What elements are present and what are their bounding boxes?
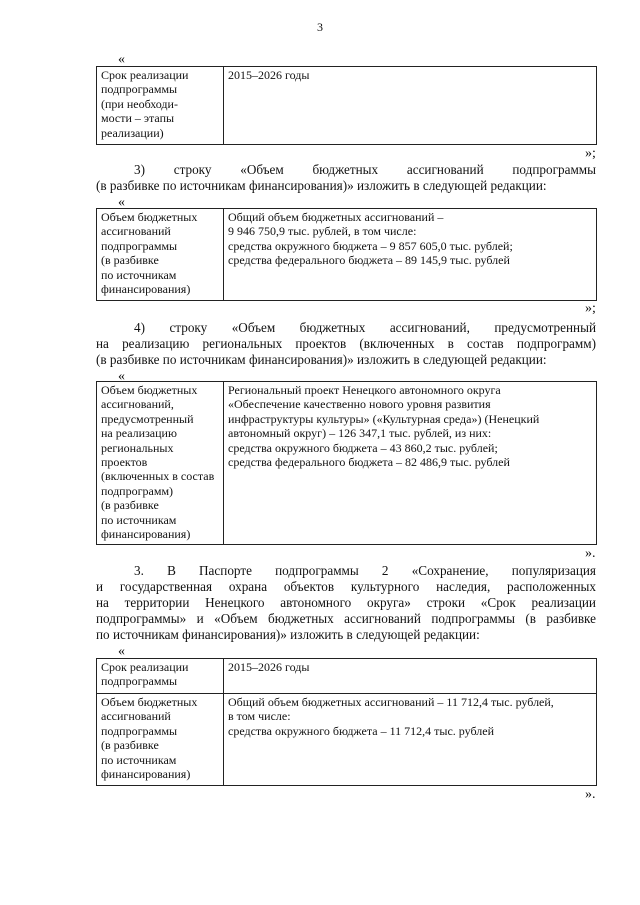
table-cell-label: Срок реализации подпрограммы [97,659,224,694]
table-row [97,694,597,786]
table-cell-label: Срок реализации подпрограммы (при необходи- мости – этапы реализации) [97,67,224,145]
paragraph-item-3-passport: 3. В Паспорте подпрограммы 2 «Сохранение, популяризация и государственная охрана объектов культурного наследия, расположенных на территории Ненецкого автономного округа» строки «Срок реализации подпрограммы» и «Объем бюджетных ассигнований подпрограммы (в разбивке по источникам финансирования)» изложить в следующей редакции: [96,563,596,642]
open-quote: « [118,52,125,67]
close-quote: »; [585,146,596,161]
table-term [96,66,597,145]
open-quote: « [118,644,125,659]
close-quote: »; [585,301,596,316]
page-number: 3 [317,20,323,34]
table-cell-value: 2015–2026 годы [224,67,597,145]
table-cell-value: Общий объем бюджетных ассигнований – 9 946 750,9 тыс. рублей, в том числе: средства окружного бюджета – 9 857 605,0 тыс. рублей; средства федерального бюджета – 89 145,9 тыс. рублей [224,209,597,301]
paragraph-item-3: 3) строку «Объем бюджетных ассигнований подпрограммы (в разбивке по источникам финансирования)» изложить в следующей редакции: [96,162,596,193]
open-quote: « [118,369,125,384]
close-quote: ». [585,787,596,802]
table-row [97,209,597,301]
table-subprogram-2 [96,658,597,786]
open-quote: « [118,195,125,210]
table-budget [96,208,597,301]
table-regional-projects [96,381,597,545]
table-cell-value: 2015–2026 годы [224,659,597,694]
table-row [97,67,597,145]
table-cell-label: Объем бюджетных ассигнований, предусмотренный на реализацию региональных проектов (включенных в состав подпрограмм) (в разбивке по источникам финансирования) [97,382,224,545]
table-cell-label: Объем бюджетных ассигнований подпрограммы (в разбивке по источникам финансирования) [97,209,224,301]
table-cell-label: Объем бюджетных ассигнований подпрограммы (в разбивке по источникам финансирования) [97,694,224,786]
table-row [97,659,597,694]
table-cell-value: Региональный проект Ненецкого автономного округа «Обеспечение качественно нового уровня развития инфраструктуры культуры» («Культурная среда») (Ненецкий автономный округ) – 126 347,1 тыс. рублей, из них: средства окружного бюджета – 43 860,2 тыс. рублей; средства федерального бюджета – 82 486,9 тыс. рублей [224,382,597,545]
table-row [97,382,597,545]
paragraph-item-4: 4) строку «Объем бюджетных ассигнований, предусмотренный на реализацию региональных проектов (включенных в состав подпрограмм) (в разбивке по источникам финансирования)» изложить в следующей редакции: [96,320,596,367]
table-cell-value: Общий объем бюджетных ассигнований – 11 712,4 тыс. рублей, в том числе: средства окружного бюджета – 11 712,4 тыс. рублей [224,694,597,786]
close-quote: ». [585,546,596,561]
